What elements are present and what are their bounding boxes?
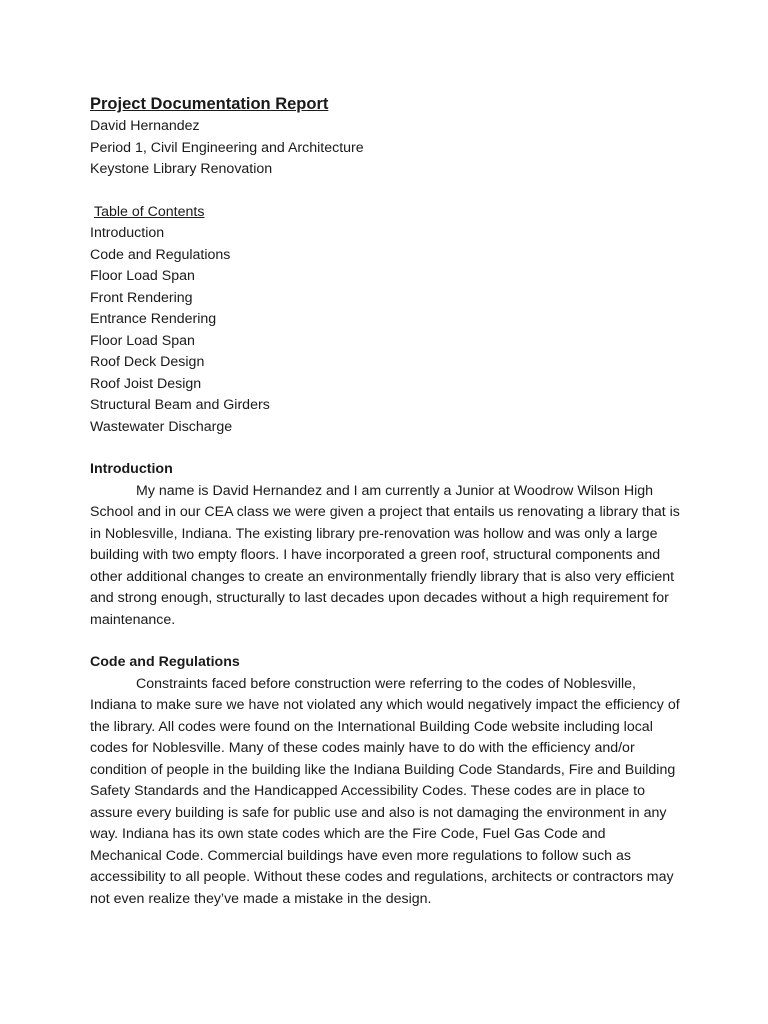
spacer xyxy=(90,438,680,459)
introduction-heading: Introduction xyxy=(90,461,173,477)
toc-item: Introduction xyxy=(90,225,165,241)
toc-item: Structural Beam and Girders xyxy=(90,397,270,413)
document-page xyxy=(90,92,680,910)
toc-item: Wastewater Discharge xyxy=(90,418,233,435)
toc-item: Entrance Rendering xyxy=(90,311,217,327)
toc-item: Floor Load Span xyxy=(90,332,195,349)
toc-item: Roof Joist Design xyxy=(90,375,202,392)
toc-item: Floor Load Span xyxy=(90,268,195,284)
codes-paragraph: Constraints faced before construction were referring to the codes of Noblesville, Indiana to make sure we have not violated any which would negatively impact the efficiency of the library. All codes were found on the International Building Code website including local codes for Noblesville. Many of these codes mainly have to do with the efficiency and/or condition of people in the building like the Indiana Building Code Standards, Fire and Building Safety Standards and the Handicapped Accessibility Codes. These codes are in place to assure every building is safe for public use and also is not damaging the environment in any way. Indiana has its own state codes which are the Fire Code, Fuel Gas Code and Mechanical Code. Commercial buildings have even more regulations to follow such as accessibility to all people. Without these codes and regulations, architects or contractors may not even realize they’ve made a mistake in the design. xyxy=(90,675,680,907)
toc-item: Roof Deck Design xyxy=(90,354,205,370)
table-of-contents xyxy=(90,223,680,438)
course-info: Period 1, Civil Engineering and Architecture xyxy=(90,139,364,156)
introduction-paragraph: My name is David Hernandez and I am currently a Junior at Woodrow Wilson High School and in our CEA class we were given a project that entails us renovating a library that is in Noblesville, Indiana. The existing library pre-renovation was hollow and was only a large building with two empty floors. I have incorporated a green roof, structural components and other additional changes to create an environmentally friendly library that is also very efficient and strong enough, structurally to last decades upon decades without a high requirement for maintenance. xyxy=(90,482,680,628)
toc-item: Front Rendering xyxy=(90,289,193,306)
spacer xyxy=(90,181,680,202)
toc-heading: Table of Contents xyxy=(94,203,205,220)
codes-heading: Code and Regulations xyxy=(90,654,240,670)
document-title: Project Documentation Report xyxy=(90,95,329,113)
toc-item: Code and Regulations xyxy=(90,246,231,263)
spacer xyxy=(90,631,680,652)
author-name: David Hernandez xyxy=(90,118,200,134)
project-name: Keystone Library Renovation xyxy=(90,161,273,177)
